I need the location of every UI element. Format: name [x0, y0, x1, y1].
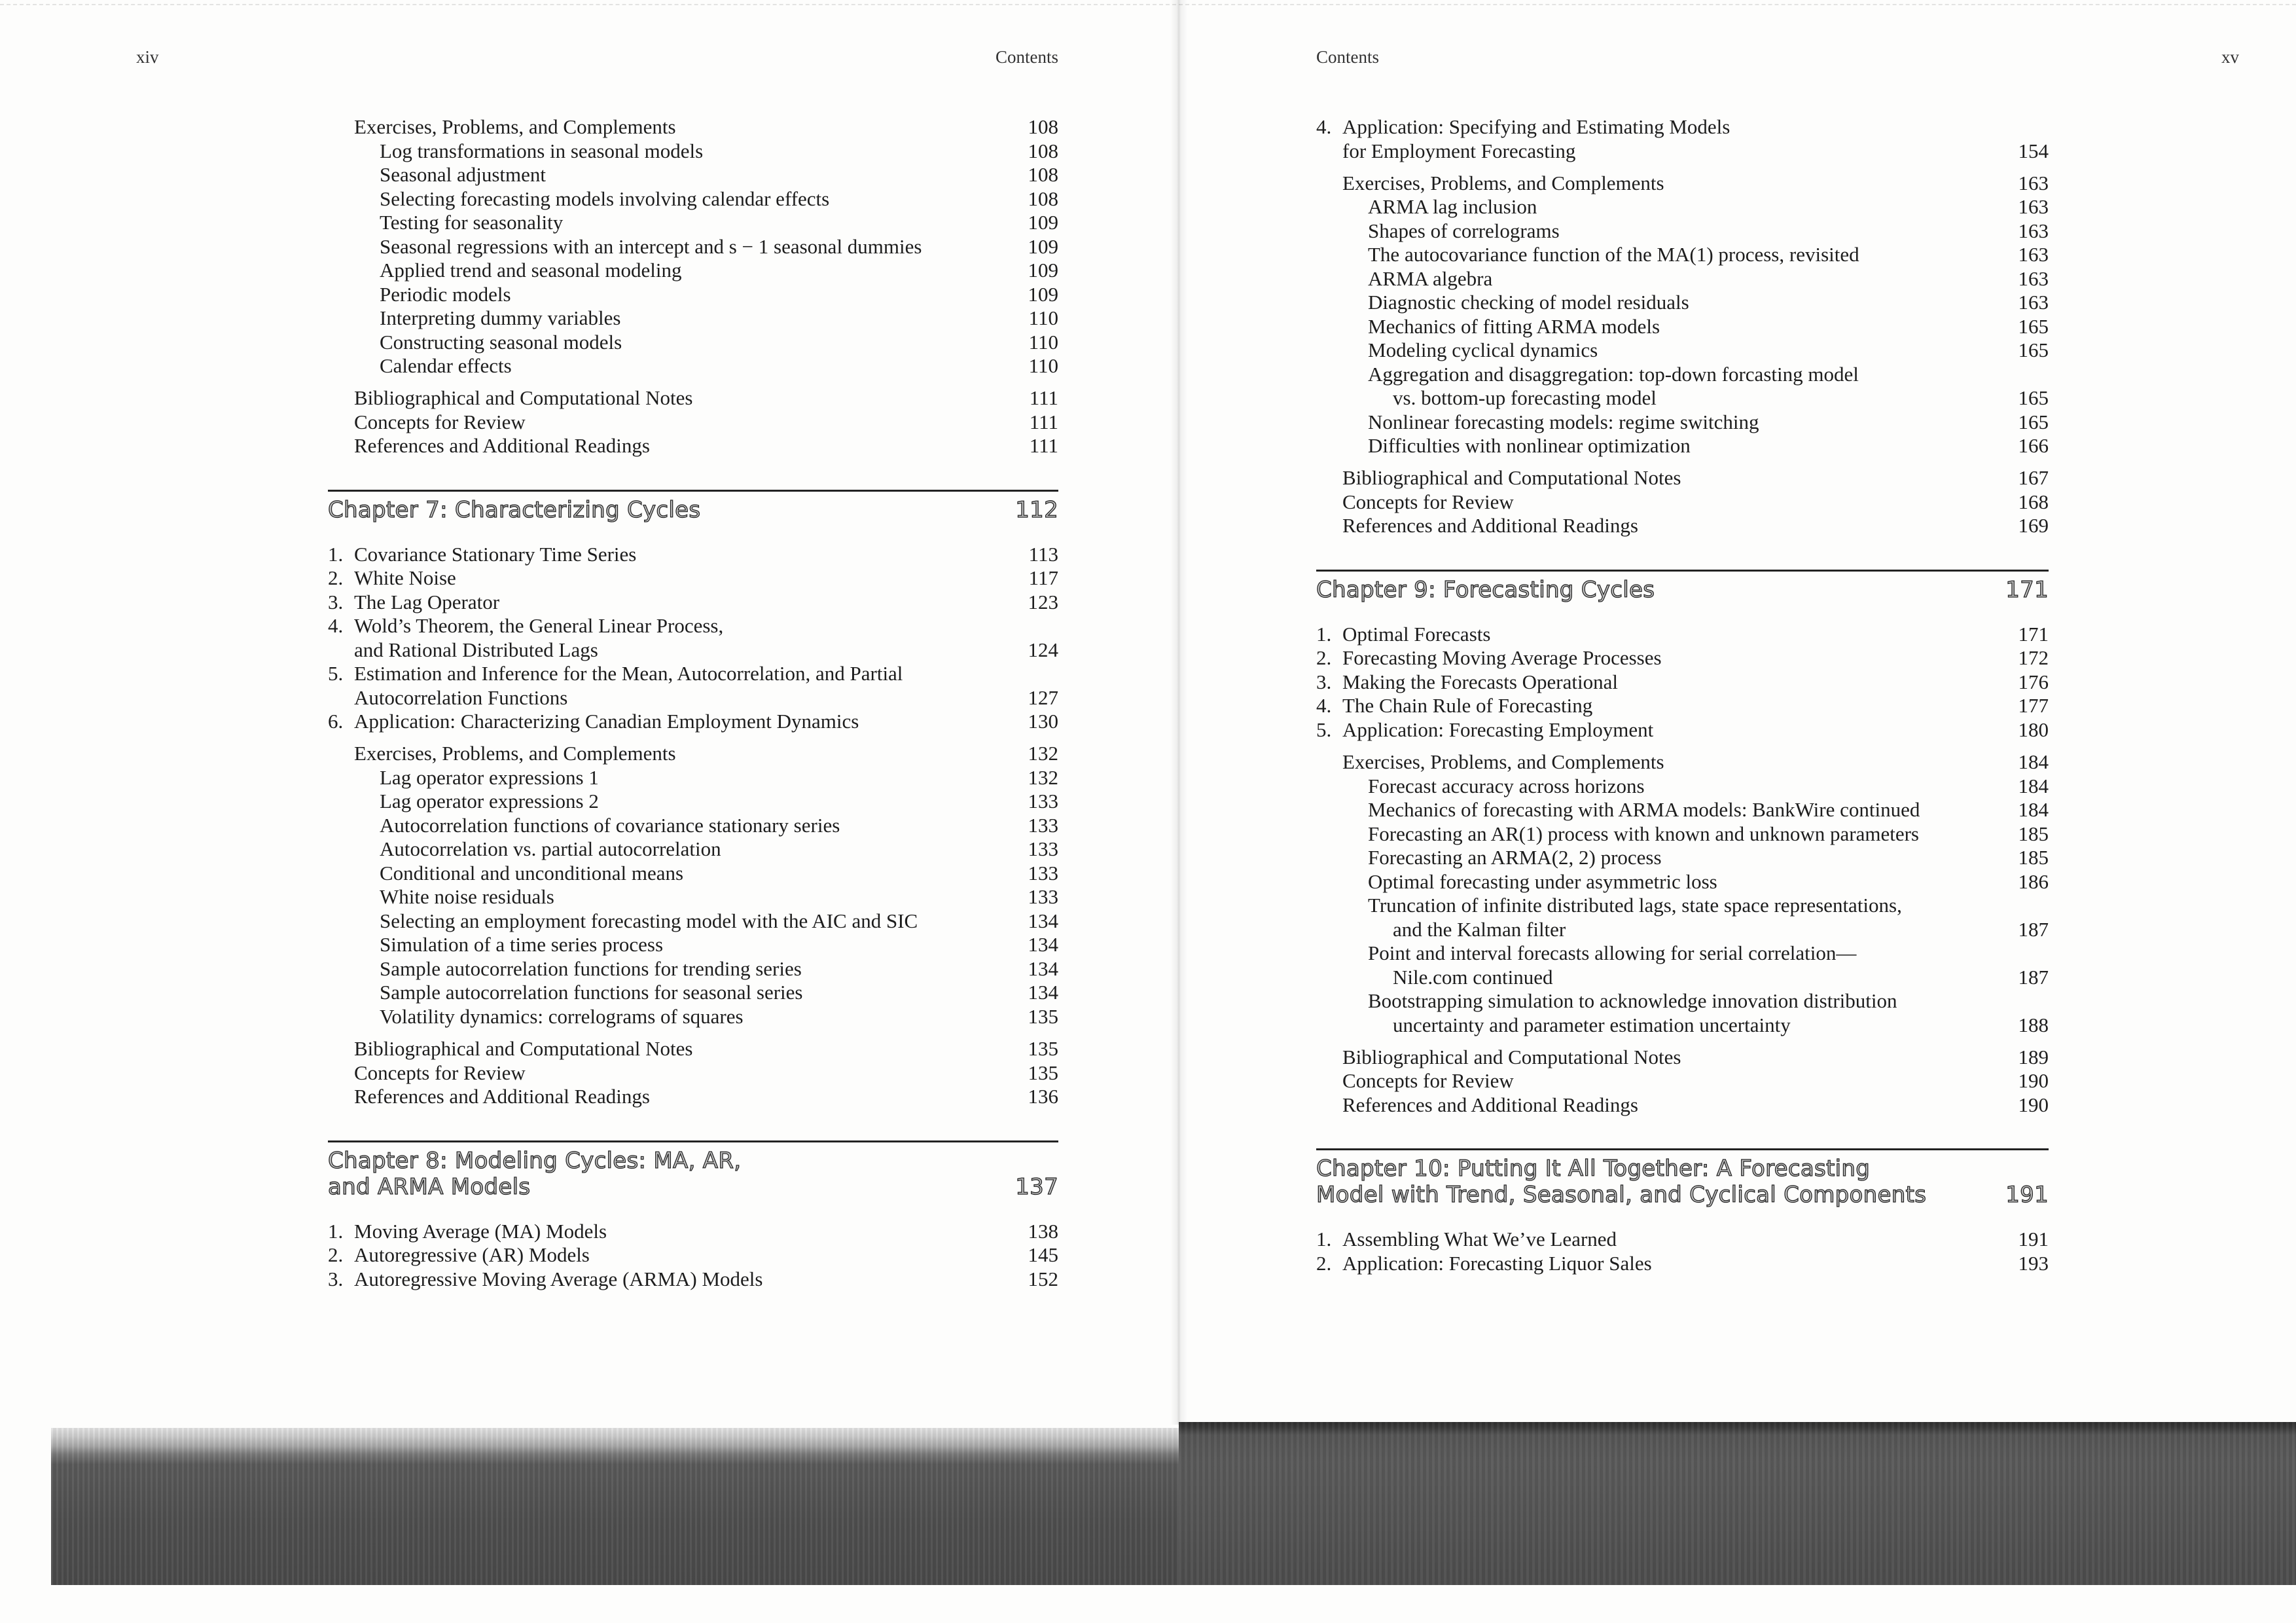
toc-entry-title: Seasonal adjustment: [380, 163, 546, 186]
toc-entry: [1316, 315, 2049, 339]
toc-entry-title: Nonlinear forecasting models: regime switching: [1368, 410, 1759, 433]
toc-entry: [328, 211, 1058, 235]
toc-entry-page: 133: [1028, 837, 1058, 861]
toc-entry-title: Concepts for Review: [1342, 490, 1514, 513]
toc-entry-title: Autoregressive Moving Average (ARMA) Models: [354, 1267, 763, 1290]
toc-entry-title: Selecting an employment forecasting model with the AIC and SIC: [380, 909, 918, 932]
toc-entry-page: 133: [1028, 813, 1058, 837]
toc-entry-page: 133: [1028, 790, 1058, 813]
toc-entry-title: Exercises, Problems, and Complements: [354, 742, 676, 765]
toc-entry-title: References and Additional Readings: [1342, 1093, 1638, 1116]
toc-entry: [328, 354, 1058, 378]
toc-entry: [1316, 750, 2049, 775]
toc-entry-title: Diagnostic checking of model residuals: [1368, 291, 1689, 314]
toc-entry-number: 2.: [328, 1243, 344, 1267]
toc-entry-title: Exercises, Problems, and Complements: [1342, 171, 1664, 194]
toc-entry: [1316, 941, 2049, 966]
toc-entry: [328, 591, 1058, 615]
chapter-heading: [328, 1140, 1058, 1200]
toc-entry-page: 111: [1029, 434, 1058, 458]
toc-entry-number: 3.: [328, 590, 344, 613]
toc-entry-number: 4.: [1316, 115, 1332, 138]
toc-entry: [328, 259, 1058, 283]
toc-entry-title: Optimal forecasting under asymmetric loss: [1368, 869, 1717, 893]
toc-entry: [328, 566, 1058, 591]
toc-entry-page: 123: [1028, 590, 1058, 613]
toc-entry-page: 171: [2018, 622, 2049, 646]
toc-entry-page: 172: [2018, 646, 2049, 670]
toc-entry-page: 117: [1028, 566, 1058, 590]
toc-entry-title: Forecast accuracy across horizons: [1368, 774, 1645, 797]
toc-entry: [1316, 195, 2049, 219]
toc-entry-title: Shapes of correlograms: [1368, 219, 1560, 242]
toc-entry: [328, 814, 1058, 838]
toc-entry-page: 163: [2018, 171, 2049, 194]
chapter-title-line: Model with Trend, Seasonal, and Cyclical Components: [1316, 1182, 1927, 1209]
scan-bottom-band-right: [1179, 1422, 2296, 1585]
toc-entry-title: and Rational Distributed Lags: [354, 638, 598, 661]
toc-entry-title: Application: Forecasting Employment: [1342, 718, 1654, 741]
toc-entry: [1316, 514, 2049, 538]
toc-entry-title: References and Additional Readings: [1342, 514, 1638, 538]
toc-entry: [1316, 966, 2049, 990]
toc-entry-page: 185: [2018, 846, 2049, 869]
toc-entry-title: Truncation of infinite distributed lags, state space representations,: [1368, 894, 1902, 917]
toc-group: [328, 742, 1058, 1029]
toc-entry-page: 163: [2018, 266, 2049, 290]
toc-entry-page: 165: [2018, 338, 2049, 362]
toc-entry: [328, 187, 1058, 211]
toc-entry-page: 184: [2018, 750, 2049, 774]
toc-entry-number: 1.: [328, 1219, 344, 1243]
toc-entry: [1316, 115, 2049, 139]
left-page-contents: [328, 115, 1058, 1291]
toc-group: [328, 115, 1058, 378]
right-page-number: xv: [2221, 47, 2239, 67]
toc-entry-number: 1.: [328, 542, 344, 566]
toc-entry-page: 109: [1028, 282, 1058, 306]
toc-entry-number: 2.: [1316, 1251, 1332, 1275]
toc-entry-page: 132: [1028, 742, 1058, 765]
toc-entry-number: 4.: [328, 614, 344, 638]
toc-entry: [328, 139, 1058, 164]
toc-entry-title: Sample autocorrelation functions for seasonal series: [380, 981, 803, 1004]
left-page-number: xiv: [136, 47, 159, 67]
toc-entry-title: Bibliographical and Computational Notes: [1342, 1045, 1681, 1068]
toc-entry-page: 111: [1029, 410, 1058, 433]
toc-entry: [1316, 798, 2049, 822]
toc-entry-page: 152: [1028, 1267, 1058, 1290]
toc-entry: [328, 638, 1058, 663]
toc-entry-number: 6.: [328, 710, 344, 733]
toc-entry-title: Forecasting Moving Average Processes: [1342, 646, 1662, 670]
toc-group: [328, 1220, 1058, 1292]
toc-entry-title: Sample autocorrelation functions for trending series: [380, 957, 802, 980]
book-gutter-shadow: [1170, 0, 1187, 1425]
toc-entry-page: 165: [2018, 386, 2049, 410]
toc-entry-page: 108: [1028, 115, 1058, 138]
toc-entry-title: References and Additional Readings: [354, 1085, 650, 1108]
toc-entry-page: 187: [2018, 917, 2049, 941]
toc-entry: [328, 909, 1058, 934]
right-running-head: Contents: [1316, 47, 1380, 67]
toc-entry: [328, 1220, 1058, 1244]
toc-entry: [1316, 1046, 2049, 1070]
toc-entry-page: 188: [2018, 1013, 2049, 1036]
toc-entry: [1316, 267, 2049, 291]
toc-entry: [328, 790, 1058, 814]
toc-entry: [1316, 1228, 2049, 1252]
toc-entry-page: 185: [2018, 822, 2049, 845]
toc-group: [328, 1037, 1058, 1109]
toc-entry: [1316, 894, 2049, 918]
toc-entry-title: Exercises, Problems, and Complements: [1342, 750, 1664, 774]
toc-entry: [1316, 291, 2049, 315]
toc-group: [1316, 115, 2049, 163]
toc-entry-title: Seasonal regressions with an intercept and s − 1 seasonal dummies: [380, 234, 922, 258]
toc-entry-number: 4.: [1316, 694, 1332, 718]
toc-entry: [328, 933, 1058, 957]
toc-entry-page: 193: [2018, 1251, 2049, 1275]
toc-entry-page: 135: [1028, 1004, 1058, 1028]
toc-entry-title: uncertainty and parameter estimation uncertainty: [1393, 1013, 1791, 1036]
toc-entry-title: Estimation and Inference for the Mean, Autocorrelation, and Partial: [354, 662, 903, 685]
toc-entry: [1316, 243, 2049, 267]
toc-entry: [328, 766, 1058, 790]
toc-entry: [328, 862, 1058, 886]
toc-entry-number: 3.: [1316, 670, 1332, 693]
toc-entry-page: 133: [1028, 861, 1058, 884]
chapter-heading: [1316, 1148, 2049, 1208]
chapter-title-line: Chapter 10: Putting It All Together: A Forecasting: [1316, 1156, 1871, 1182]
toc-entry-title: Applied trend and seasonal modeling: [380, 259, 682, 282]
toc-entry: [328, 306, 1058, 331]
toc-entry-title: Autoregressive (AR) Models: [354, 1243, 590, 1267]
toc-entry-title: Bibliographical and Computational Notes: [1342, 466, 1681, 490]
toc-entry-title: Making the Forecasts Operational: [1342, 670, 1618, 693]
toc-entry: [1316, 646, 2049, 670]
toc-entry-number: 5.: [328, 662, 344, 685]
toc-group: [1316, 623, 2049, 742]
toc-entry: [328, 1085, 1058, 1109]
toc-entry-title: Concepts for Review: [354, 1061, 526, 1084]
toc-entry: [1316, 1013, 2049, 1038]
toc-entry: [1316, 363, 2049, 387]
toc-entry-title: The Chain Rule of Forecasting: [1342, 694, 1593, 718]
toc-entry: [328, 331, 1058, 355]
toc-entry: [1316, 623, 2049, 647]
toc-entry-title: for Employment Forecasting: [1342, 139, 1576, 162]
chapter-page-number: 171: [2005, 576, 2049, 603]
chapter-title-line: and ARMA Models: [328, 1173, 531, 1200]
toc-entry: [328, 1267, 1058, 1292]
toc-entry: [328, 235, 1058, 259]
toc-entry: [1316, 918, 2049, 942]
toc-entry-page: 108: [1028, 163, 1058, 186]
toc-entry-title: Optimal Forecasts: [1342, 622, 1491, 646]
toc-entry-number: 3.: [328, 1267, 344, 1290]
toc-entry: [328, 1061, 1058, 1085]
toc-entry: [328, 662, 1058, 686]
toc-entry-title: Concepts for Review: [354, 410, 526, 433]
toc-entry-page: 145: [1028, 1243, 1058, 1267]
toc-entry-title: Selecting forecasting models involving calendar effects: [380, 187, 830, 210]
toc-entry-number: 2.: [328, 566, 344, 590]
toc-entry-page: 127: [1028, 685, 1058, 709]
toc-entry-page: 132: [1028, 765, 1058, 789]
toc-entry: [328, 710, 1058, 734]
toc-entry: [328, 686, 1058, 710]
toc-entry-page: 124: [1028, 638, 1058, 661]
toc-entry-page: 135: [1028, 1037, 1058, 1061]
toc-entry: [328, 1005, 1058, 1029]
toc-entry-title: Concepts for Review: [1342, 1069, 1514, 1093]
toc-entry: [328, 614, 1058, 638]
right-page-contents: [1316, 115, 2049, 1275]
toc-entry: [328, 742, 1058, 766]
toc-entry: [328, 283, 1058, 307]
toc-entry: [328, 1037, 1058, 1061]
toc-entry-title: White Noise: [354, 566, 456, 590]
toc-entry: [328, 957, 1058, 981]
toc-entry-title: Lag operator expressions 2: [380, 790, 599, 813]
toc-entry: [1316, 172, 2049, 196]
toc-entry-number: 1.: [1316, 1228, 1332, 1251]
toc-entry: [328, 543, 1058, 567]
toc-entry-page: 184: [2018, 798, 2049, 822]
toc-entry-title: vs. bottom-up forecasting model: [1393, 386, 1657, 410]
toc-entry-title: Exercises, Problems, and Complements: [354, 115, 676, 138]
toc-group: [328, 386, 1058, 458]
toc-entry-title: Assembling What We’ve Learned: [1342, 1228, 1617, 1251]
toc-entry-title: Log transformations in seasonal models: [380, 139, 704, 162]
toc-entry-title: and the Kalman filter: [1393, 917, 1566, 941]
toc-entry-page: 191: [2018, 1228, 2049, 1251]
toc-entry-title: Covariance Stationary Time Series: [354, 542, 637, 566]
chapter-title: [328, 497, 700, 523]
toc-group: [1316, 172, 2049, 458]
toc-entry-title: Bibliographical and Computational Notes: [354, 386, 693, 410]
toc-entry: [1316, 846, 2049, 870]
toc-entry: [1316, 490, 2049, 515]
toc-entry: [328, 434, 1058, 458]
toc-entry-title: Wold’s Theorem, the General Linear Process,: [354, 614, 724, 638]
toc-entry-page: 165: [2018, 314, 2049, 338]
toc-entry: [1316, 338, 2049, 363]
toc-entry-page: 109: [1028, 211, 1058, 234]
toc-entry: [1316, 1252, 2049, 1276]
toc-entry: [1316, 1069, 2049, 1093]
toc-entry-title: The autocovariance function of the MA(1) process, revisited: [1368, 243, 1859, 266]
toc-entry-page: 187: [2018, 965, 2049, 989]
toc-entry: [1316, 870, 2049, 894]
toc-entry-page: 190: [2018, 1093, 2049, 1116]
chapter-page-number: 112: [1015, 496, 1058, 523]
toc-entry-page: 168: [2018, 490, 2049, 513]
toc-entry: [1316, 139, 2049, 164]
toc-entry: [328, 386, 1058, 410]
toc-entry-page: 167: [2018, 466, 2049, 490]
chapter-heading: [328, 490, 1058, 523]
toc-entry-title: Conditional and unconditional means: [380, 861, 684, 884]
toc-entry-page: 110: [1028, 306, 1058, 329]
toc-entry-title: Autocorrelation Functions: [354, 685, 568, 709]
toc-entry-page: 169: [2018, 514, 2049, 538]
toc-entry-page: 109: [1028, 259, 1058, 282]
scan-bottom-band-left: [51, 1428, 1179, 1585]
toc-group: [1316, 750, 2049, 1037]
toc-entry-page: 135: [1028, 1061, 1058, 1084]
toc-entry: [1316, 386, 2049, 410]
toc-entry: [1316, 434, 2049, 458]
toc-entry-page: 138: [1028, 1219, 1058, 1243]
toc-entry-title: Aggregation and disaggregation: top-down forcasting model: [1368, 362, 1859, 386]
left-running-head: Contents: [995, 47, 1058, 67]
toc-entry: [328, 410, 1058, 435]
toc-entry-title: Difficulties with nonlinear optimization: [1368, 434, 1691, 458]
toc-entry-title: Calendar effects: [380, 354, 512, 377]
toc-entry-page: 163: [2018, 243, 2049, 266]
toc-entry-title: Interpreting dummy variables: [380, 306, 621, 329]
toc-entry-title: Periodic models: [380, 282, 511, 306]
toc-entry-title: Forecasting an AR(1) process with known and unknown parameters: [1368, 822, 1919, 845]
toc-entry-title: Point and interval forecasts allowing for serial correlation—: [1368, 941, 1857, 965]
toc-entry-page: 109: [1028, 234, 1058, 258]
toc-entry: [1316, 989, 2049, 1013]
toc-group: [1316, 1228, 2049, 1275]
toc-entry-page: 184: [2018, 774, 2049, 797]
toc-entry: [1316, 822, 2049, 847]
toc-entry-page: 130: [1028, 710, 1058, 733]
toc-entry-page: 186: [2018, 869, 2049, 893]
toc-entry-page: 134: [1028, 933, 1058, 957]
toc-entry: [1316, 718, 2049, 742]
toc-entry-title: Simulation of a time series process: [380, 933, 664, 957]
toc-entry-page: 134: [1028, 957, 1058, 980]
toc-entry-title: Application: Characterizing Canadian Employment Dynamics: [354, 710, 859, 733]
toc-entry-title: Testing for seasonality: [380, 211, 564, 234]
toc-entry-title: Lag operator expressions 1: [380, 765, 599, 789]
toc-group: [1316, 1046, 2049, 1118]
chapter-title-line: Chapter 7: Characterizing Cycles: [328, 496, 701, 523]
toc-entry-title: Application: Specifying and Estimating Models: [1342, 115, 1731, 138]
toc-entry-title: The Lag Operator: [354, 590, 500, 613]
toc-entry-title: References and Additional Readings: [354, 434, 650, 458]
toc-entry: [328, 837, 1058, 862]
chapter-heading: [1316, 570, 2049, 603]
toc-entry-page: 110: [1028, 354, 1058, 377]
toc-entry-title: Bootstrapping simulation to acknowledge innovation distribution: [1368, 989, 1897, 1013]
chapter-title: [1316, 1156, 1926, 1208]
toc-entry-title: White noise residuals: [380, 885, 554, 909]
toc-entry: [328, 1243, 1058, 1267]
toc-entry-title: Autocorrelation vs. partial autocorrelation: [380, 837, 721, 861]
toc-entry-page: 108: [1028, 187, 1058, 210]
toc-entry: [1316, 670, 2049, 695]
toc-entry: [1316, 694, 2049, 718]
toc-entry-title: Volatility dynamics: correlograms of squares: [380, 1004, 744, 1028]
toc-entry: [1316, 466, 2049, 490]
toc-entry-page: 163: [2018, 219, 2049, 242]
chapter-page-number: 137: [1015, 1173, 1058, 1200]
toc-entry-page: 180: [2018, 718, 2049, 741]
chapter-title: [328, 1148, 741, 1200]
toc-entry: [328, 885, 1058, 909]
toc-entry: [1316, 775, 2049, 799]
toc-entry-page: 176: [2018, 670, 2049, 693]
toc-entry-page: 108: [1028, 139, 1058, 162]
toc-entry: [328, 163, 1058, 187]
chapter-title: [1316, 577, 1655, 603]
toc-entry-number: 5.: [1316, 718, 1332, 741]
toc-entry-page: 165: [2018, 410, 2049, 433]
toc-entry-page: 163: [2018, 291, 2049, 314]
toc-entry-title: Mechanics of fitting ARMA models: [1368, 314, 1660, 338]
toc-entry-title: Application: Forecasting Liquor Sales: [1342, 1251, 1652, 1275]
toc-entry-page: 163: [2018, 195, 2049, 219]
toc-entry-page: 111: [1029, 386, 1058, 410]
chapter-title-line: Chapter 9: Forecasting Cycles: [1316, 576, 1655, 603]
toc-entry: [328, 115, 1058, 139]
toc-entry-title: Autocorrelation functions of covariance stationary series: [380, 813, 840, 837]
toc-entry-title: Mechanics of forecasting with ARMA models: BankWire continued: [1368, 798, 1920, 822]
toc-entry-title: ARMA algebra: [1368, 266, 1493, 290]
chapter-title-line: Chapter 8: Modeling Cycles: MA, AR,: [328, 1147, 742, 1174]
toc-entry-page: 136: [1028, 1085, 1058, 1108]
toc-entry-number: 2.: [1316, 646, 1332, 670]
toc-entry-title: ARMA lag inclusion: [1368, 195, 1537, 219]
toc-entry-number: 1.: [1316, 622, 1332, 646]
toc-entry-title: Modeling cyclical dynamics: [1368, 338, 1598, 362]
toc-group: [1316, 466, 2049, 538]
toc-entry-page: 189: [2018, 1045, 2049, 1068]
toc-entry-page: 166: [2018, 434, 2049, 458]
toc-entry: [1316, 1093, 2049, 1118]
toc-entry-title: Bibliographical and Computational Notes: [354, 1037, 693, 1061]
toc-entry-page: 134: [1028, 909, 1058, 932]
toc-entry-title: Moving Average (MA) Models: [354, 1219, 607, 1243]
chapter-page-number: 191: [2005, 1182, 2049, 1209]
toc-entry-title: Constructing seasonal models: [380, 330, 622, 354]
toc-entry-page: 177: [2018, 694, 2049, 718]
scan-top-edge: [0, 4, 2296, 5]
toc-entry-page: 154: [2018, 139, 2049, 162]
toc-entry-page: 110: [1028, 330, 1058, 354]
toc-entry-page: 134: [1028, 981, 1058, 1004]
toc-entry: [1316, 219, 2049, 244]
toc-entry-page: 190: [2018, 1069, 2049, 1093]
toc-entry-page: 113: [1028, 542, 1058, 566]
toc-entry-title: Forecasting an ARMA(2, 2) process: [1368, 846, 1662, 869]
toc-entry-title: Nile.com continued: [1393, 965, 1553, 989]
toc-entry: [328, 981, 1058, 1005]
toc-entry: [1316, 410, 2049, 435]
toc-group: [328, 543, 1058, 734]
toc-entry-page: 133: [1028, 885, 1058, 909]
